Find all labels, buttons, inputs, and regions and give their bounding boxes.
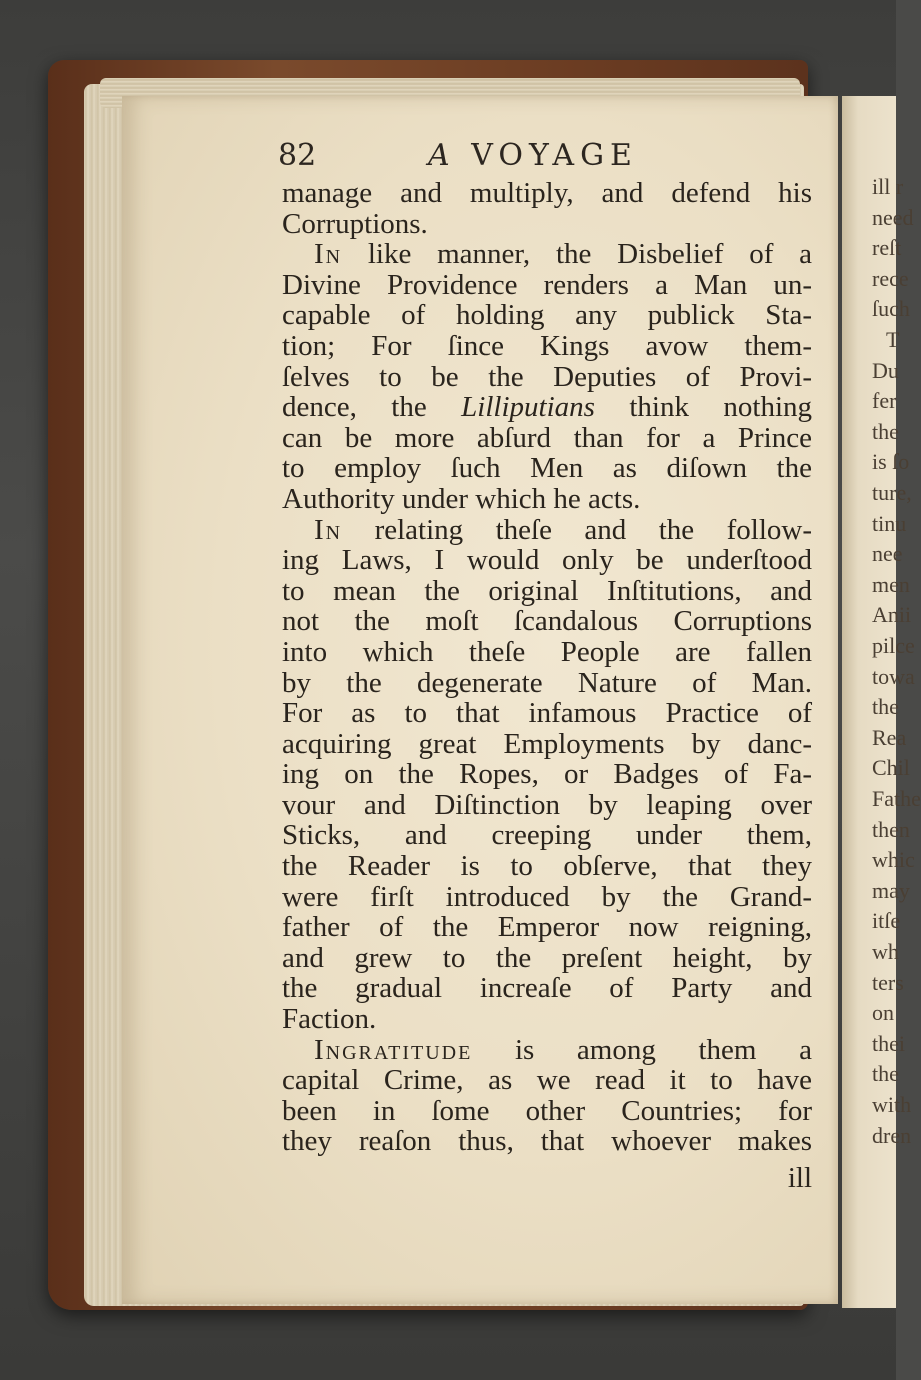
facing-page-fragment: nee (872, 541, 903, 567)
facing-page-fragment: towa (872, 663, 915, 689)
facing-page-fragment: wh (872, 939, 899, 964)
facing-page-fragment: Chil (872, 755, 910, 781)
text-line (282, 1065, 812, 1096)
text-run: like manner, the Disbelief of a (342, 238, 812, 271)
facing-page-fragment: on (872, 1000, 894, 1026)
text-line (282, 820, 812, 851)
text-line (282, 882, 812, 913)
text-run: by the degenerate Nature of Man. (282, 666, 812, 699)
text-line (282, 912, 812, 943)
text-run: father of the Emperor now reigning, (282, 911, 812, 944)
text-run: think nothing (594, 391, 813, 424)
facing-page-fragment: ters (872, 969, 904, 995)
text-run: the gradual increaſe of Party and (282, 972, 812, 1005)
facing-page-fragment: Anii (872, 602, 912, 628)
text-run: the Reader is to obſerve, that they (282, 850, 812, 883)
facing-page-fragment: whic (872, 847, 915, 873)
text-run: into which theſe People are fallen (282, 635, 812, 668)
facing-page-fragment: then (872, 816, 910, 842)
text-line (282, 851, 812, 882)
text-line (282, 606, 812, 637)
text-run: Corruptions. (282, 207, 428, 240)
text-line (282, 698, 812, 729)
text-line (282, 423, 812, 454)
body-text (282, 178, 812, 1157)
text-line (282, 453, 812, 484)
facing-page-fragment: ture, (872, 480, 912, 505)
catchword: ill (787, 1162, 812, 1194)
facing-page-fragment: dren (872, 1122, 912, 1148)
text-run: to employ ſuch Men as diſown the (282, 452, 812, 485)
text-line (282, 790, 812, 821)
text-line (282, 484, 812, 515)
text-run: is among them a (472, 1033, 812, 1066)
running-title: A VOYAGE (428, 138, 638, 173)
text-run: manage and multiply, and defend his (282, 177, 812, 209)
facing-page-fragment: men (872, 571, 910, 597)
facing-page-fragment: Fathe (872, 786, 921, 811)
text-run: been in ſome other Countries; for (282, 1094, 812, 1127)
facing-page (842, 96, 921, 1308)
text-line (282, 729, 812, 760)
text-line (282, 668, 812, 699)
text-line (282, 362, 812, 393)
text-run: capital Crime, as we read it to have (282, 1064, 812, 1097)
facing-page-fragment: itſe (872, 908, 901, 934)
page-number: 82 (278, 138, 317, 173)
text-line (282, 1096, 812, 1127)
facing-page-fragment: reſt (872, 235, 902, 261)
small-caps-lead: In (314, 238, 343, 271)
text-line (282, 1035, 812, 1066)
text-line (282, 392, 812, 423)
facing-page-fragment: fer (872, 388, 897, 414)
facing-page-fragment: the (872, 694, 899, 720)
facing-page-fragment: need (872, 204, 914, 230)
text-line (282, 1004, 812, 1035)
facing-page-fragment: the (872, 1061, 899, 1087)
small-caps-lead: In (314, 513, 343, 546)
text-run: acquiring great Employments by danc- (282, 727, 812, 760)
text-run: to mean the original Inſtitutions, and (282, 574, 812, 607)
text-run: Divine Providence renders a Man un- (282, 268, 812, 301)
text-run: Faction. (282, 1003, 377, 1036)
text-line (282, 943, 812, 974)
text-run: not the moſt ſcandalous Corruptions (282, 605, 812, 638)
text-run: dence, the (282, 391, 462, 424)
facing-page-fragment: with (872, 1092, 912, 1117)
text-run: capable of holding any publick Sta- (282, 299, 812, 332)
facing-page-fragment: tinu (872, 510, 907, 536)
text-line (282, 178, 812, 209)
small-caps-lead: Ingratitude (314, 1033, 473, 1066)
text-run: were firſt introduced by the Grand- (282, 880, 812, 913)
text-run: tion; For ſince Kings avow them- (282, 329, 812, 362)
facing-page-fragment: is ſo (872, 449, 910, 475)
facing-page-fragment: pilce (872, 633, 915, 658)
facing-page-fragment: rece (872, 265, 909, 291)
text-run: vour and Diſtinction by leaping over (282, 788, 812, 821)
text-line (282, 576, 812, 607)
text-run: can be more abſurd than for a Prince (282, 421, 812, 454)
text-line (282, 545, 812, 576)
text-line (282, 1126, 812, 1157)
text-run: Authority under which he acts. (282, 482, 641, 515)
text-line (282, 331, 812, 362)
text-run: they reaſon thus, that whoever makes (282, 1125, 812, 1158)
text-line (282, 515, 812, 546)
text-run: ſelves to be the Deputies of Provi- (282, 360, 812, 393)
facing-page-fragment: the (872, 418, 899, 444)
text-line (282, 637, 812, 668)
text-line (282, 973, 812, 1004)
italic-run: Lilliputians (461, 391, 595, 424)
facing-page-fragment: thei (872, 1030, 905, 1056)
text-run: For as to that infamous Practice of (282, 697, 812, 730)
facing-page-fragment: ſuch (872, 296, 910, 322)
text-line (282, 759, 812, 790)
facing-page-fragment: ill r (872, 174, 904, 199)
facing-page-fragment: T (886, 327, 900, 352)
running-head (278, 138, 818, 178)
text-run: ing Laws, I would only be underſtood (282, 544, 812, 577)
text-run: relating theſe and the follow- (342, 513, 812, 546)
text-line (282, 239, 812, 270)
facing-page-fragment: Rea (872, 724, 907, 750)
text-run: ing on the Ropes, or Badges of Fa- (282, 758, 812, 791)
facing-page-fragment: may (872, 877, 910, 903)
text-line (282, 300, 812, 331)
text-line (282, 270, 812, 301)
facing-page-fragment: Du (872, 357, 899, 383)
text-run: and grew to the preſent height, by (282, 941, 812, 974)
text-line (282, 209, 812, 240)
text-run: Sticks, and creeping under them, (282, 819, 812, 852)
